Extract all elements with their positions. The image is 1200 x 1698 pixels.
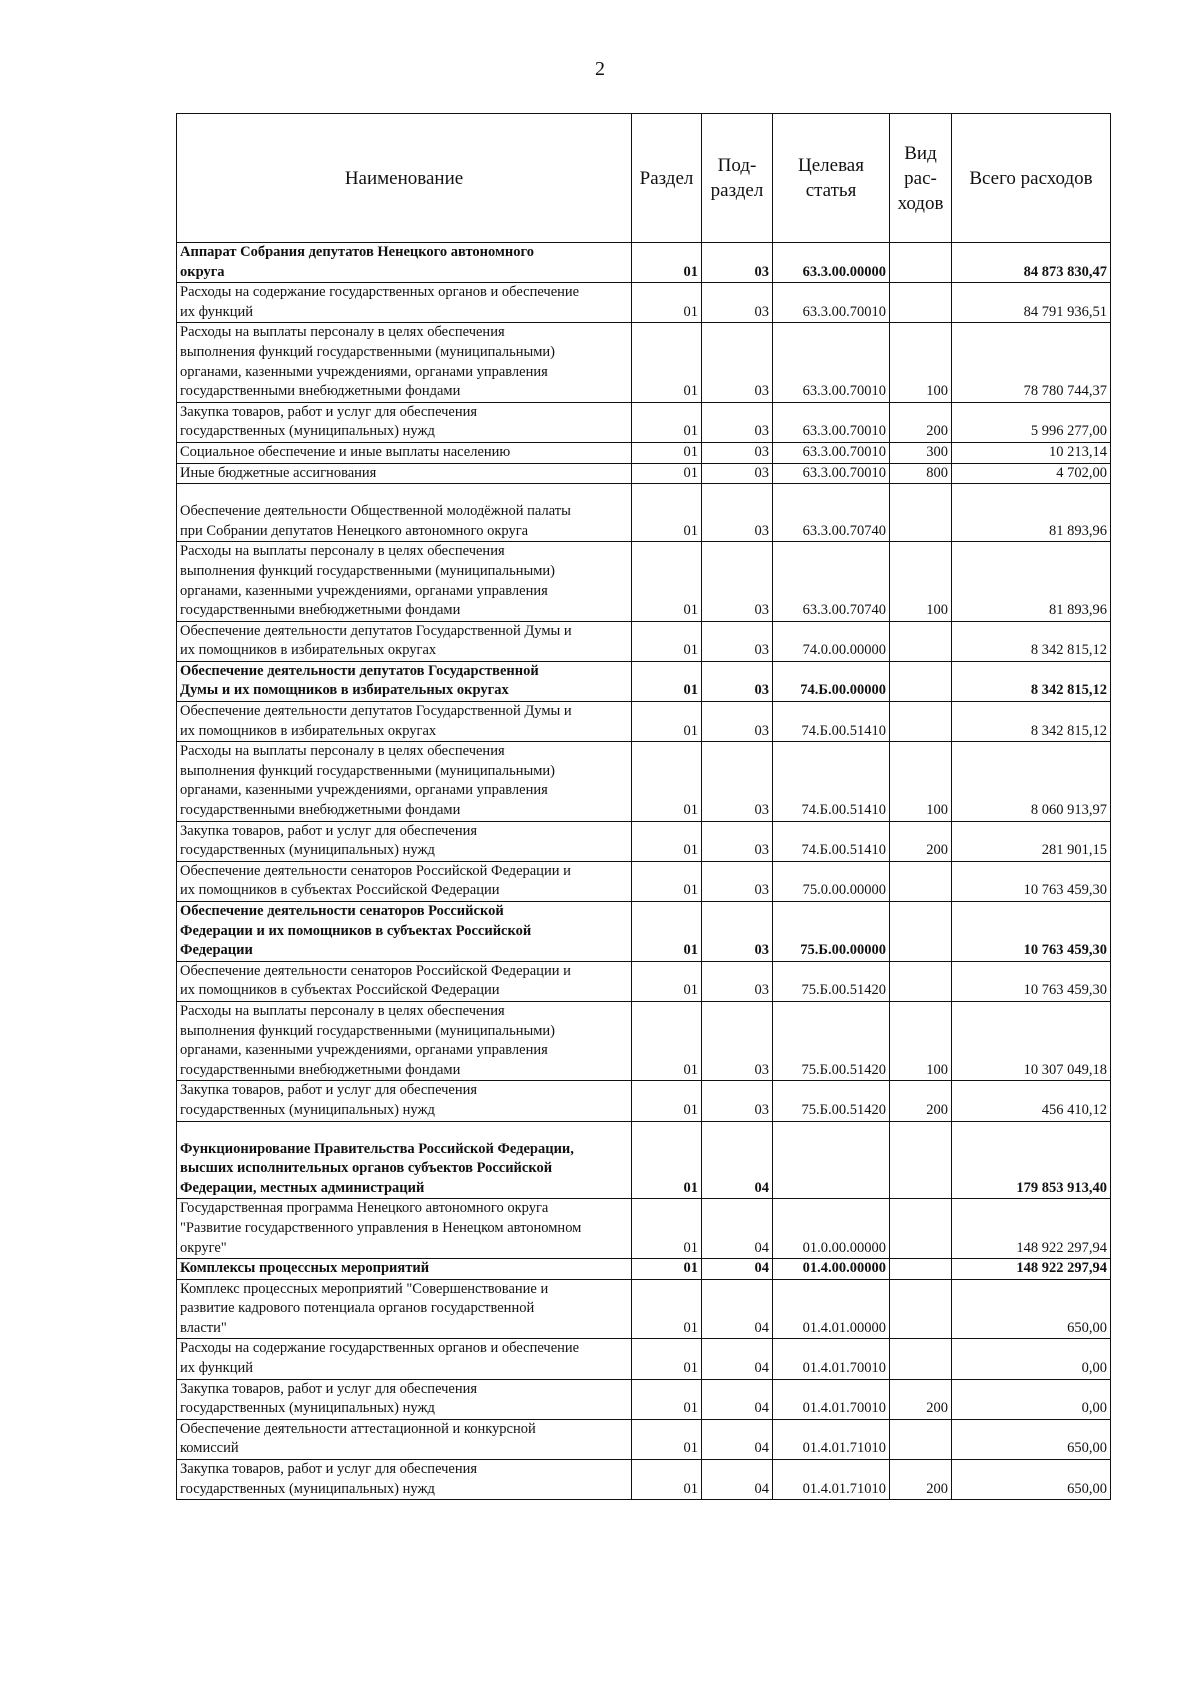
cell-name: Закупка товаров, работ и услуг для обеспечения государственных (муниципальных) нужд <box>177 1081 632 1121</box>
cell-expense-type <box>890 243 952 283</box>
cell-target <box>773 1121 890 1199</box>
table-row <box>177 742 1111 821</box>
cell-total: 10 763 459,30 <box>952 902 1111 962</box>
cell-total: 8 342 815,12 <box>952 702 1111 742</box>
cell-target: 74.Б.00.00000 <box>773 661 890 701</box>
cell-target: 74.0.00.00000 <box>773 621 890 661</box>
cell-total: 8 342 815,12 <box>952 661 1111 701</box>
cell-target: 75.Б.00.51420 <box>773 961 890 1001</box>
cell-total: 81 893,96 <box>952 484 1111 542</box>
cell-subsection: 04 <box>702 1460 773 1500</box>
cell-name: Иные бюджетные ассигнования <box>177 463 632 484</box>
cell-section: 01 <box>632 821 702 861</box>
cell-expense-type: 100 <box>890 742 952 821</box>
cell-total: 0,00 <box>952 1379 1111 1419</box>
cell-subsection: 03 <box>702 463 773 484</box>
cell-target: 01.4.00.00000 <box>773 1259 890 1280</box>
cell-name: Закупка товаров, работ и услуг для обеспечения государственных (муниципальных) нужд <box>177 821 632 861</box>
cell-subsection: 04 <box>702 1419 773 1459</box>
cell-target: 63.3.00.70010 <box>773 283 890 323</box>
cell-target: 01.4.01.00000 <box>773 1279 890 1339</box>
cell-name: Расходы на выплаты персоналу в целях обеспечения выполнения функций государственными (муниципальными) органами, казенными учреждениями, органами управления государственными внебюджетными фондами <box>177 323 632 402</box>
table-row <box>177 1259 1111 1280</box>
table-row <box>177 861 1111 901</box>
cell-expense-type <box>890 961 952 1001</box>
cell-target: 63.3.00.70010 <box>773 323 890 402</box>
cell-section: 01 <box>632 1419 702 1459</box>
table-row <box>177 961 1111 1001</box>
cell-total: 148 922 297,94 <box>952 1259 1111 1280</box>
cell-name: Функционирование Правительства Российской Федерации, высших исполнительных органов субъектов Российской Федерации, местных администраций <box>177 1121 632 1199</box>
cell-section: 01 <box>632 1279 702 1339</box>
cell-subsection: 03 <box>702 742 773 821</box>
cell-section: 01 <box>632 621 702 661</box>
cell-section: 01 <box>632 702 702 742</box>
cell-name: Закупка товаров, работ и услуг для обеспечения государственных (муниципальных) нужд <box>177 1379 632 1419</box>
cell-subsection: 03 <box>702 402 773 442</box>
cell-total: 4 702,00 <box>952 463 1111 484</box>
cell-section: 01 <box>632 1199 702 1259</box>
cell-name: Обеспечение деятельности депутатов Государственной Думы и их помощников в избирательных округах <box>177 621 632 661</box>
table-row <box>177 1081 1111 1121</box>
table-header-row <box>177 114 1111 243</box>
table-row <box>177 702 1111 742</box>
table-row <box>177 463 1111 484</box>
cell-total: 650,00 <box>952 1419 1111 1459</box>
cell-section: 01 <box>632 283 702 323</box>
table-row <box>177 1419 1111 1459</box>
cell-total: 8 342 815,12 <box>952 621 1111 661</box>
cell-subsection: 03 <box>702 861 773 901</box>
cell-section: 01 <box>632 323 702 402</box>
cell-name: Закупка товаров, работ и услуг для обеспечения государственных (муниципальных) нужд <box>177 402 632 442</box>
cell-expense-type: 200 <box>890 402 952 442</box>
cell-name: Расходы на выплаты персоналу в целях обеспечения выполнения функций государственными (муниципальными) органами, казенными учреждениями, органами управления государственными внебюджетными фондами <box>177 1001 632 1080</box>
cell-expense-type <box>890 484 952 542</box>
table-row <box>177 442 1111 463</box>
cell-expense-type: 800 <box>890 463 952 484</box>
cell-name: Расходы на выплаты персоналу в целях обеспечения выполнения функций государственными (муниципальными) органами, казенными учреждениями, органами управления государственными внебюджетными фондами <box>177 542 632 621</box>
cell-section: 01 <box>632 402 702 442</box>
cell-expense-type <box>890 861 952 901</box>
cell-subsection: 03 <box>702 1001 773 1080</box>
cell-target: 75.Б.00.51420 <box>773 1081 890 1121</box>
cell-section: 01 <box>632 463 702 484</box>
cell-expense-type <box>890 661 952 701</box>
cell-subsection: 03 <box>702 621 773 661</box>
cell-target: 74.Б.00.51410 <box>773 821 890 861</box>
cell-expense-type: 100 <box>890 1001 952 1080</box>
cell-expense-type: 200 <box>890 1379 952 1419</box>
cell-name: Обеспечение деятельности аттестационной и конкурсной комиссий <box>177 1419 632 1459</box>
cell-total: 5 996 277,00 <box>952 402 1111 442</box>
cell-name: Обеспечение деятельности сенаторов Российской Федерации и их помощников в субъектах Российской Федерации <box>177 902 632 962</box>
cell-subsection: 03 <box>702 323 773 402</box>
cell-name: Обеспечение деятельности сенаторов Российской Федерации и их помощников в субъектах Российской Федерации <box>177 961 632 1001</box>
cell-target: 01.4.01.70010 <box>773 1379 890 1419</box>
cell-name: Закупка товаров, работ и услуг для обеспечения государственных (муниципальных) нужд <box>177 1460 632 1500</box>
cell-section: 01 <box>632 1081 702 1121</box>
cell-subsection: 03 <box>702 902 773 962</box>
table-row <box>177 1001 1111 1080</box>
cell-section: 01 <box>632 1339 702 1379</box>
cell-section: 01 <box>632 1379 702 1419</box>
header-total: Всего расходов <box>952 114 1111 243</box>
table-row <box>177 661 1111 701</box>
cell-target: 75.Б.00.51420 <box>773 1001 890 1080</box>
cell-section: 01 <box>632 542 702 621</box>
header-target: Целевая статья <box>773 114 890 243</box>
table-row <box>177 484 1111 542</box>
header-expense-type: Вид рас- ходов <box>890 114 952 243</box>
cell-name: Социальное обеспечение и иные выплаты населению <box>177 442 632 463</box>
cell-subsection: 03 <box>702 484 773 542</box>
cell-expense-type: 300 <box>890 442 952 463</box>
cell-expense-type <box>890 1279 952 1339</box>
cell-subsection: 03 <box>702 1081 773 1121</box>
cell-expense-type <box>890 902 952 962</box>
table-row <box>177 243 1111 283</box>
cell-total: 179 853 913,40 <box>952 1121 1111 1199</box>
header-section: Раздел <box>632 114 702 243</box>
table-row <box>177 1339 1111 1379</box>
cell-name: Обеспечение деятельности сенаторов Российской Федерации и их помощников в субъектах Российской Федерации <box>177 861 632 901</box>
cell-target: 01.0.00.00000 <box>773 1199 890 1259</box>
cell-expense-type <box>890 283 952 323</box>
cell-subsection: 03 <box>702 961 773 1001</box>
cell-subsection: 04 <box>702 1199 773 1259</box>
cell-expense-type: 200 <box>890 821 952 861</box>
cell-subsection: 03 <box>702 542 773 621</box>
table-row <box>177 1279 1111 1339</box>
table-row <box>177 542 1111 621</box>
cell-expense-type: 200 <box>890 1081 952 1121</box>
cell-total: 10 307 049,18 <box>952 1001 1111 1080</box>
cell-name: Расходы на содержание государственных органов и обеспечение их функций <box>177 1339 632 1379</box>
cell-total: 10 213,14 <box>952 442 1111 463</box>
cell-subsection: 04 <box>702 1121 773 1199</box>
cell-section: 01 <box>632 861 702 901</box>
cell-expense-type <box>890 702 952 742</box>
cell-name: Обеспечение деятельности Общественной молодёжной палаты при Собрании депутатов Ненецкого автономного округа <box>177 484 632 542</box>
cell-section: 01 <box>632 902 702 962</box>
cell-target: 01.4.01.70010 <box>773 1339 890 1379</box>
cell-name: Расходы на содержание государственных органов и обеспечение их функций <box>177 283 632 323</box>
cell-total: 10 763 459,30 <box>952 861 1111 901</box>
cell-section: 01 <box>632 1001 702 1080</box>
cell-name: Государственная программа Ненецкого автономного округа "Развитие государственного управления в Ненецком автономном округе" <box>177 1199 632 1259</box>
cell-expense-type <box>890 1419 952 1459</box>
cell-expense-type <box>890 1259 952 1280</box>
table-row <box>177 1460 1111 1500</box>
table-body <box>177 243 1111 1500</box>
cell-subsection: 03 <box>702 442 773 463</box>
table-row <box>177 1379 1111 1419</box>
table-row <box>177 621 1111 661</box>
cell-name: Аппарат Собрания депутатов Ненецкого автономного округа <box>177 243 632 283</box>
cell-total: 281 901,15 <box>952 821 1111 861</box>
cell-section: 01 <box>632 1121 702 1199</box>
cell-expense-type: 100 <box>890 542 952 621</box>
cell-target: 63.3.00.70010 <box>773 442 890 463</box>
table-row <box>177 323 1111 402</box>
cell-subsection: 03 <box>702 283 773 323</box>
cell-target: 63.3.00.70740 <box>773 542 890 621</box>
cell-section: 01 <box>632 243 702 283</box>
table-row <box>177 283 1111 323</box>
cell-target: 74.Б.00.51410 <box>773 702 890 742</box>
cell-expense-type <box>890 1121 952 1199</box>
cell-subsection: 04 <box>702 1379 773 1419</box>
cell-total: 0,00 <box>952 1339 1111 1379</box>
table-row <box>177 402 1111 442</box>
cell-section: 01 <box>632 484 702 542</box>
table-row <box>177 1199 1111 1259</box>
cell-target: 63.3.00.70010 <box>773 402 890 442</box>
cell-section: 01 <box>632 1460 702 1500</box>
cell-target: 01.4.01.71010 <box>773 1419 890 1459</box>
cell-target: 75.Б.00.00000 <box>773 902 890 962</box>
cell-expense-type <box>890 1339 952 1379</box>
cell-subsection: 03 <box>702 821 773 861</box>
cell-total: 650,00 <box>952 1279 1111 1339</box>
cell-expense-type: 100 <box>890 323 952 402</box>
cell-subsection: 04 <box>702 1279 773 1339</box>
cell-section: 01 <box>632 961 702 1001</box>
cell-target: 63.3.00.70740 <box>773 484 890 542</box>
cell-total: 78 780 744,37 <box>952 323 1111 402</box>
cell-section: 01 <box>632 661 702 701</box>
cell-subsection: 03 <box>702 243 773 283</box>
cell-section: 01 <box>632 442 702 463</box>
cell-name: Расходы на выплаты персоналу в целях обеспечения выполнения функций государственными (муниципальными) органами, казенными учреждениями, органами управления государственными внебюджетными фондами <box>177 742 632 821</box>
cell-target: 63.3.00.70010 <box>773 463 890 484</box>
cell-total: 81 893,96 <box>952 542 1111 621</box>
cell-section: 01 <box>632 742 702 821</box>
cell-expense-type <box>890 1199 952 1259</box>
cell-target: 01.4.01.71010 <box>773 1460 890 1500</box>
page-number: 2 <box>595 58 605 80</box>
cell-target: 63.3.00.00000 <box>773 243 890 283</box>
cell-section: 01 <box>632 1259 702 1280</box>
table-row <box>177 821 1111 861</box>
cell-total: 84 791 936,51 <box>952 283 1111 323</box>
cell-name: Комплекс процессных мероприятий "Совершенствование и развитие кадрового потенциала органов государственной власти" <box>177 1279 632 1339</box>
cell-expense-type: 200 <box>890 1460 952 1500</box>
budget-table <box>176 113 1111 1500</box>
cell-target: 74.Б.00.51410 <box>773 742 890 821</box>
cell-total: 650,00 <box>952 1460 1111 1500</box>
header-name: Наименование <box>177 114 632 243</box>
cell-target: 75.0.00.00000 <box>773 861 890 901</box>
table-row <box>177 902 1111 962</box>
cell-subsection: 04 <box>702 1259 773 1280</box>
table-row <box>177 1121 1111 1199</box>
cell-subsection: 04 <box>702 1339 773 1379</box>
cell-name: Обеспечение деятельности депутатов Государственной Думы и их помощников в избирательных округах <box>177 661 632 701</box>
cell-name: Комплексы процессных мероприятий <box>177 1259 632 1280</box>
cell-total: 148 922 297,94 <box>952 1199 1111 1259</box>
cell-name: Обеспечение деятельности депутатов Государственной Думы и их помощников в избирательных округах <box>177 702 632 742</box>
cell-total: 8 060 913,97 <box>952 742 1111 821</box>
cell-total: 84 873 830,47 <box>952 243 1111 283</box>
cell-subsection: 03 <box>702 661 773 701</box>
cell-subsection: 03 <box>702 702 773 742</box>
cell-total: 10 763 459,30 <box>952 961 1111 1001</box>
cell-total: 456 410,12 <box>952 1081 1111 1121</box>
cell-expense-type <box>890 621 952 661</box>
header-subsection: Под- раздел <box>702 114 773 243</box>
